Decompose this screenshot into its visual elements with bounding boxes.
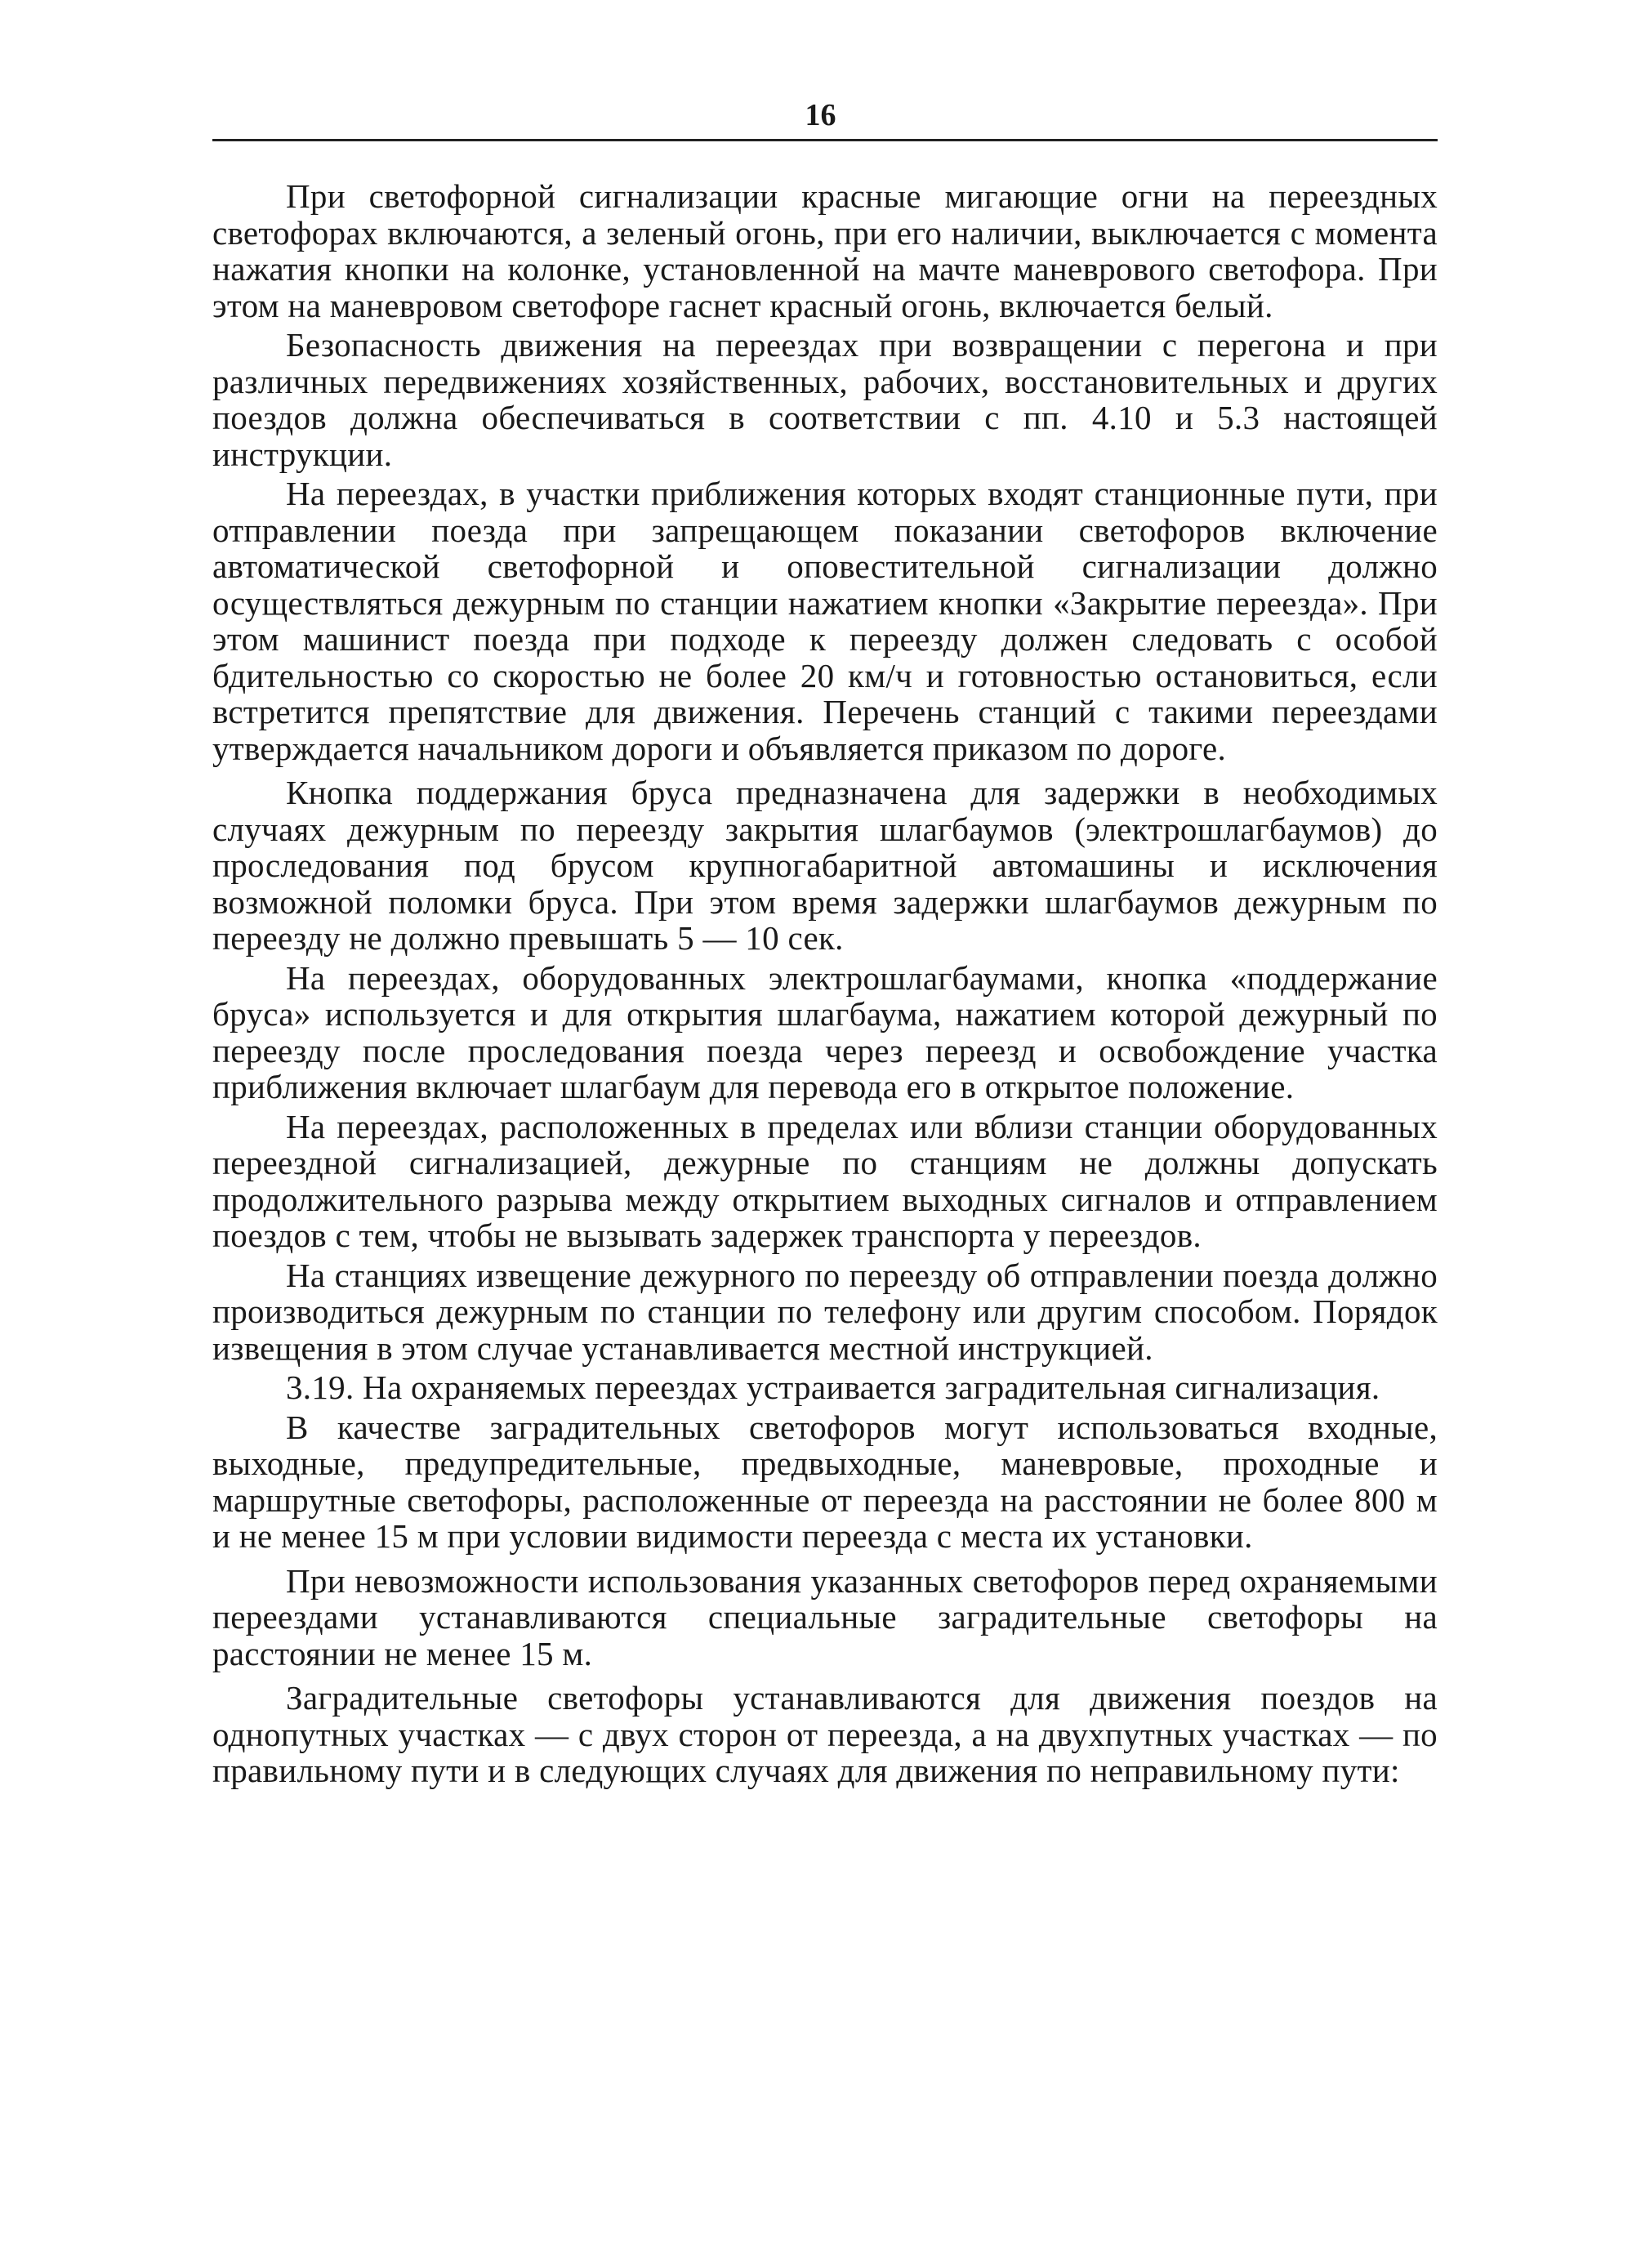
paragraph-electric-barriers: На переездах, оборудованных электрошлагбаумами, кнопка «поддержание бруса» используется и для открытия шлагбаума, нажатием которой дежурный по переезду после проследования поезда через переезд и освобождение участка приближения включает шлагбаум для перевода его в открытое положение. — [212, 958, 1438, 1105]
paragraph-beam-hold-button: Кнопка поддержания бруса предназначена для задержки в необходимых случаях дежурным по переезду закрытия шлагбаумов (электрошлагбаумов) до проследования под брусом крупногабаритной автомашины и исключения возможной поломки бруса. При этом время задержки шлагбаумов дежурным по переезду не должно превышать 5 — 10 сек. — [212, 774, 1438, 957]
paragraph-barrier-signal-installation: Заградительные светофоры устанавливаются для движения поездов на однопутных участках — с двух сторон от переезда, а на двухпутных участках — по правильному пути и в следующих случаях для движения по неправильному пути: — [212, 1679, 1438, 1789]
body-text — [212, 178, 1438, 1793]
paragraph-section-3-19: 3.19. На охраняемых переездах устраивается заградительная сигнализация. — [286, 1368, 1380, 1406]
paragraph-crossings-near-stations: На переездах, расположенных в пределах или вблизи станции оборудованных переездной сигнализацией, дежурные по станциям не должны допускать продолжительного разрыва между открытием выходных сигналов и отправлением поездов с тем, чтобы не вызывать задержек транспорта у переездов. — [212, 1107, 1438, 1254]
paragraph-station-track-crossings: На переездах, в участки приближения которых входят станционные пути, при отправлении поезда при запрещающем показании светофоров включение автоматической светофорной и оповестительной сигнализации должно осуществляться дежурным по станции нажатием кнопки «Закрытие переезда». При этом машинист поезда при подходе к переезду должен следовать с особой бдительностью со скоростью не более 20 км/ч и готовностью остановиться, если встретится препятствие для движения. Перечень станций с такими переездами утверждается начальником дороги и объявляется приказом по дороге. — [212, 475, 1438, 767]
paragraph-safety-on-return: Безопасность движения на переездах при возвращении с перегона и при различных передвижениях хозяйственных, рабочих, восстановительных и других поездов должна обеспечиваться в соответствии с пп. 4.10 и 5.3 настоящей инструкции. — [212, 326, 1438, 473]
paragraph-barrier-signal-types: В качестве заградительных светофоров могут использоваться входные, выходные, предупредительные, предвыходные, маневровые, проходные и маршрутные светофоры, расположенные от переезда на расстоянии не более 800 м и не менее 15 м при условии видимости переезда с места их установки. — [212, 1408, 1438, 1555]
paragraph-crossing-signal-activation: При светофорной сигнализации красные мигающие огни на переездных светофорах включаются, а зеленый огонь, при его наличии, выключается с момента нажатия кнопки на колонке, установленной на мачте маневрового светофора. При этом на маневровом светофоре гаснет красный огонь, включается белый. — [212, 177, 1438, 324]
header-rule — [212, 139, 1438, 141]
page-number: 16 — [805, 98, 836, 132]
paragraph-special-barrier-signals: При невозможности использования указанных светофоров перед охраняемыми переездами устанавливаются специальные заградительные светофоры на расстоянии не менее 15 м. — [212, 1561, 1438, 1672]
paragraph-station-notification: На станциях извещение дежурного по переезду об отправлении поезда должно производиться дежурным по станции по телефону или другим способом. Порядок извещения в этом случае устанавливается местной инструкцией. — [212, 1256, 1438, 1367]
